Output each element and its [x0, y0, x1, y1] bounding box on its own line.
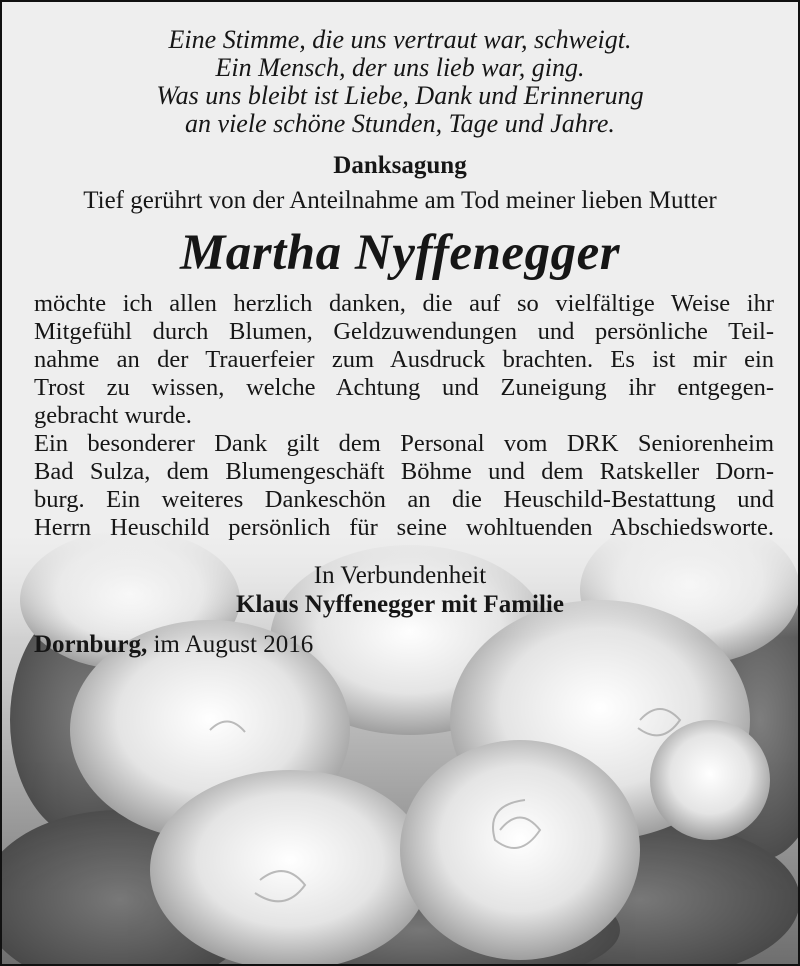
body-line: gebracht wurde.: [34, 402, 192, 429]
body-line: burg. Ein weiteres Dankeschön an die Heuschild-Bestattung und: [34, 486, 774, 513]
poem-line: Was uns bleibt ist Liebe, Dank und Erinnerung: [156, 81, 644, 110]
body-line: Mitgefühl durch Blumen, Geldzuwendungen und persönliche Teil-: [34, 318, 774, 345]
body-line: Ein besonderer Dank gilt dem Personal vom DRK Seniorenheim: [34, 430, 774, 457]
body-line: Herrn Heuschild persönlich für seine wohltuenden Abschiedsworte.: [34, 514, 774, 541]
deceased-name: Martha Nyffenegger: [179, 225, 621, 281]
closing-phrase: In Verbundenheit: [313, 562, 487, 589]
poem-line: an viele schöne Stunden, Tage und Jahre.: [185, 109, 615, 138]
place-date: [34, 631, 313, 659]
body-line: nahme an der Trauerfeier zum Ausdruck brachten. Es ist mir ein: [34, 346, 774, 373]
lead-text: Tief gerührt von der Anteilnahme am Tod meiner lieben Mutter: [83, 187, 717, 214]
heading: Danksagung: [333, 152, 467, 179]
signature: Klaus Nyffenegger mit Familie: [236, 591, 564, 618]
body-line: Bad Sulza, dem Blumengeschäft Böhme und dem Ratskeller Dorn-: [34, 458, 774, 485]
place: Dornburg,: [34, 631, 148, 658]
poem-line: Ein Mensch, der uns lieb war, ging.: [215, 53, 585, 82]
poem-line: Eine Stimme, die uns vertraut war, schweigt.: [168, 25, 632, 54]
date: im August 2016: [153, 631, 314, 658]
body-line: Trost zu wissen, welche Achtung und Zuneigung ihr entgegen-: [34, 374, 774, 401]
body-line: möchte ich allen herzlich danken, die auf so vielfältige Weise ihr: [34, 290, 774, 317]
